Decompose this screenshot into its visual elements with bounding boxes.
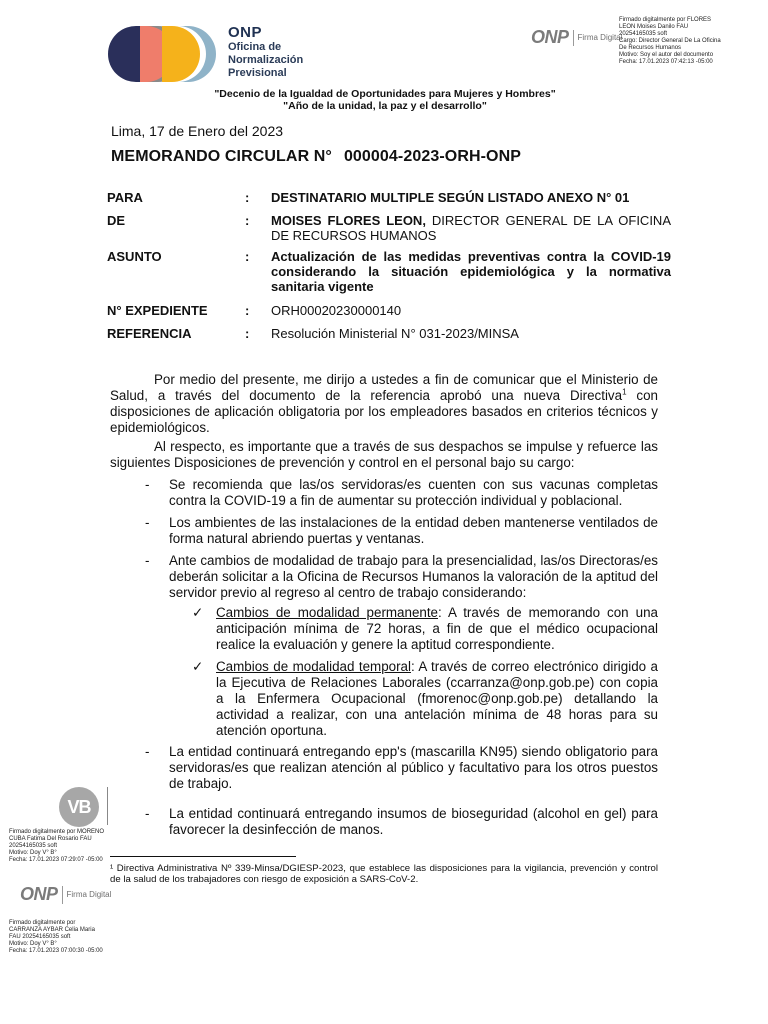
- logo-brand: ONP: [228, 24, 263, 41]
- field-value-rest: DIRECTOR GENERAL DE LA OFICINA DE RECURSOS HUMANOS: [271, 213, 671, 243]
- memo-title: [111, 148, 521, 166]
- list-item: [145, 806, 658, 838]
- field-key: REFERENCIA: [107, 326, 192, 341]
- checkmark-icon: ✓: [192, 605, 204, 620]
- field-value: [271, 213, 671, 243]
- footnote-ref: 1: [622, 387, 627, 397]
- check-item-text: [216, 659, 658, 739]
- field-referencia: [107, 326, 672, 341]
- badge-separator: [573, 30, 574, 46]
- logo-name-line-1: Oficina de: [228, 41, 282, 53]
- field-colon: :: [245, 326, 250, 341]
- anio-line: "Año de la unidad, la paz y el desarrollo": [283, 100, 487, 112]
- onp-badge-text: ONP: [531, 27, 569, 47]
- dash-marker: -: [145, 744, 150, 759]
- list-item-text: La entidad continuará entregando insumos de bioseguridad (alcohol en gel) para favorecer la desinfección de manos.: [169, 806, 658, 837]
- dash-marker: -: [145, 477, 150, 492]
- p1-text-a: Por medio del presente, me dirijo a ustedes a fin de comunicar que el Ministerio de Salud, a través del documento de la referencia aprobó una nueva Directiva: [110, 372, 658, 403]
- check-item-body: : A través de correo electrónico dirigido a la Ejecutiva de Relaciones Laborales (ccarranza@onp.gob.pe) con copia a la Enfermera Ocupacional (fmorenoc@onp.gob.pe) detallando la actividad a realizar, con una antelación mínima de 48 horas para su atención oportuna.: [216, 659, 658, 738]
- p2-text: Al respecto, es importante que a través de sus despachos se impulse y refuerce las siguientes Disposiciones de prevención y control en el personal bajo su cargo:: [110, 439, 658, 470]
- footnote: ¹ Directiva Administrativa Nº 339-Minsa/DGIESP-2023, que establece las disposiciones para la vigilancia, prevención y control de la salud de los trabajadores con riesgo de exposición a SARS-CoV-2.: [110, 863, 658, 885]
- field-key: ASUNTO: [107, 249, 162, 264]
- field-colon: :: [245, 190, 250, 205]
- firma-digital-label: Firma Digital: [577, 33, 623, 42]
- check-item-heading: Cambios de modalidad permanente: [216, 605, 439, 620]
- check-item-heading: Cambios de modalidad temporal: [216, 659, 411, 674]
- footnote-divider: [110, 856, 296, 857]
- field-colon: :: [245, 213, 250, 228]
- decenio-header: [180, 88, 590, 112]
- list-item: [145, 477, 658, 509]
- field-key: PARA: [107, 190, 143, 205]
- dash-marker: -: [145, 806, 150, 821]
- list-item-text: La entidad continuará entregando epp's (mascarilla KN95) siendo obligatorio para servidoras/es que realizan atención al público y facultativo para los otros puestos de trabajo.: [169, 744, 658, 791]
- list-item: [145, 515, 658, 547]
- field-expediente: [107, 303, 672, 318]
- firma-digital-label: Firma Digital: [66, 890, 112, 899]
- onp-logo-icon: [108, 26, 220, 82]
- check-item: [192, 659, 658, 739]
- checkmark-icon: ✓: [192, 659, 204, 674]
- field-colon: :: [245, 303, 250, 318]
- list-item: [145, 553, 658, 601]
- p1-text-b: con disposiciones de aplicación obligatoria por los empleadores basados en criterios técnicos y epidemiológicos.: [110, 388, 658, 435]
- field-value-bold: MOISES FLORES LEON,: [271, 213, 426, 228]
- decenio-line: "Decenio de la Igualdad de Oportunidades para Mujeres y Hombres": [214, 88, 556, 100]
- signature-mid-text: Firmado digitalmente por MORENO CUBA Fatima Del Rosario FAU 20254165035 soft Motivo: Doy V° B° Fecha: 17.01.2023 07:29:07 -05:00: [9, 829, 105, 863]
- memo-date: Lima, 17 de Enero del 2023: [111, 123, 284, 139]
- field-asunto: [107, 249, 672, 294]
- field-key: N° EXPEDIENTE: [107, 303, 208, 318]
- onp-badge-text: ONP: [20, 884, 58, 904]
- logo-name-line-2: Normalización: [228, 54, 304, 66]
- logo-text: [228, 26, 303, 80]
- badge-separator: [62, 886, 63, 904]
- field-para: [107, 190, 672, 205]
- list-item-text: Ante cambios de modalidad de trabajo para la presencialidad, las/os Directoras/es deberán solicitar a la Oficina de Recursos Humanos la valoración de la aptitud del servidor previo al regreso al centro de trabajo considerando:: [169, 553, 658, 600]
- signature-bottom-text: Firmado digitalmente por CARRANZA AYBAR Celia Maria FAU 20254165035 soft Motivo: Doy V° B° Fecha: 17.01.2023 07:00:30 -05:00: [9, 920, 103, 954]
- check-item-body: : A través de memorando con una anticipación mínima de 72 horas, a fin de que el médico ocupacional realice la evaluación y genere la aptitud correspondiente.: [216, 605, 658, 652]
- digital-signature-badge-bottom: [20, 884, 111, 905]
- list-item: [145, 744, 658, 792]
- body-paragraph-1: [110, 372, 658, 436]
- field-colon: :: [245, 249, 250, 264]
- logo-name-line-3: Previsional: [228, 67, 287, 79]
- signature-top-text: Firmado digitalmente por FLORES LEON Moises Danilo FAU 20254165035 soft Cargo: Director General De La Oficina De Recursos Humanos Motivo: Soy el autor del documento Fecha: 17.01.2023 07:42:13 -05:00: [619, 17, 721, 65]
- body-paragraph-2: [110, 439, 658, 471]
- field-key: DE: [107, 213, 126, 228]
- field-value: DESTINATARIO MULTIPLE SEGÚN LISTADO ANEXO N° 01: [271, 190, 630, 205]
- badge-separator: [107, 787, 108, 825]
- dash-marker: -: [145, 553, 150, 568]
- check-item-text: [216, 605, 658, 653]
- digital-signature-badge-top: [531, 27, 622, 48]
- list-item-text: Los ambientes de las instalaciones de la entidad deben mantenerse ventilados de forma natural abriendo puertas y ventanas.: [169, 515, 658, 546]
- visto-bueno-badge: VB: [59, 787, 99, 827]
- memo-number: 000004-2023-ORH-ONP: [343, 148, 522, 165]
- dash-marker: -: [145, 515, 150, 530]
- list-item-text: Se recomienda que las/os servidoras/es cuenten con sus vacunas completas contra la COVID-19 a fin de aumentar su protección individual y poblacional.: [169, 477, 658, 508]
- field-value: Actualización de las medidas preventivas contra la COVID-19 considerando la situación epidemiológica y la normativa sanitaria vigente: [271, 249, 671, 294]
- check-item: [192, 605, 658, 653]
- field-value: Resolución Ministerial N° 031-2023/MINSA: [271, 326, 519, 341]
- memo-label: MEMORANDO CIRCULAR N°: [111, 148, 332, 165]
- field-de: [107, 213, 672, 243]
- field-value: ORH00020230000140: [271, 303, 402, 318]
